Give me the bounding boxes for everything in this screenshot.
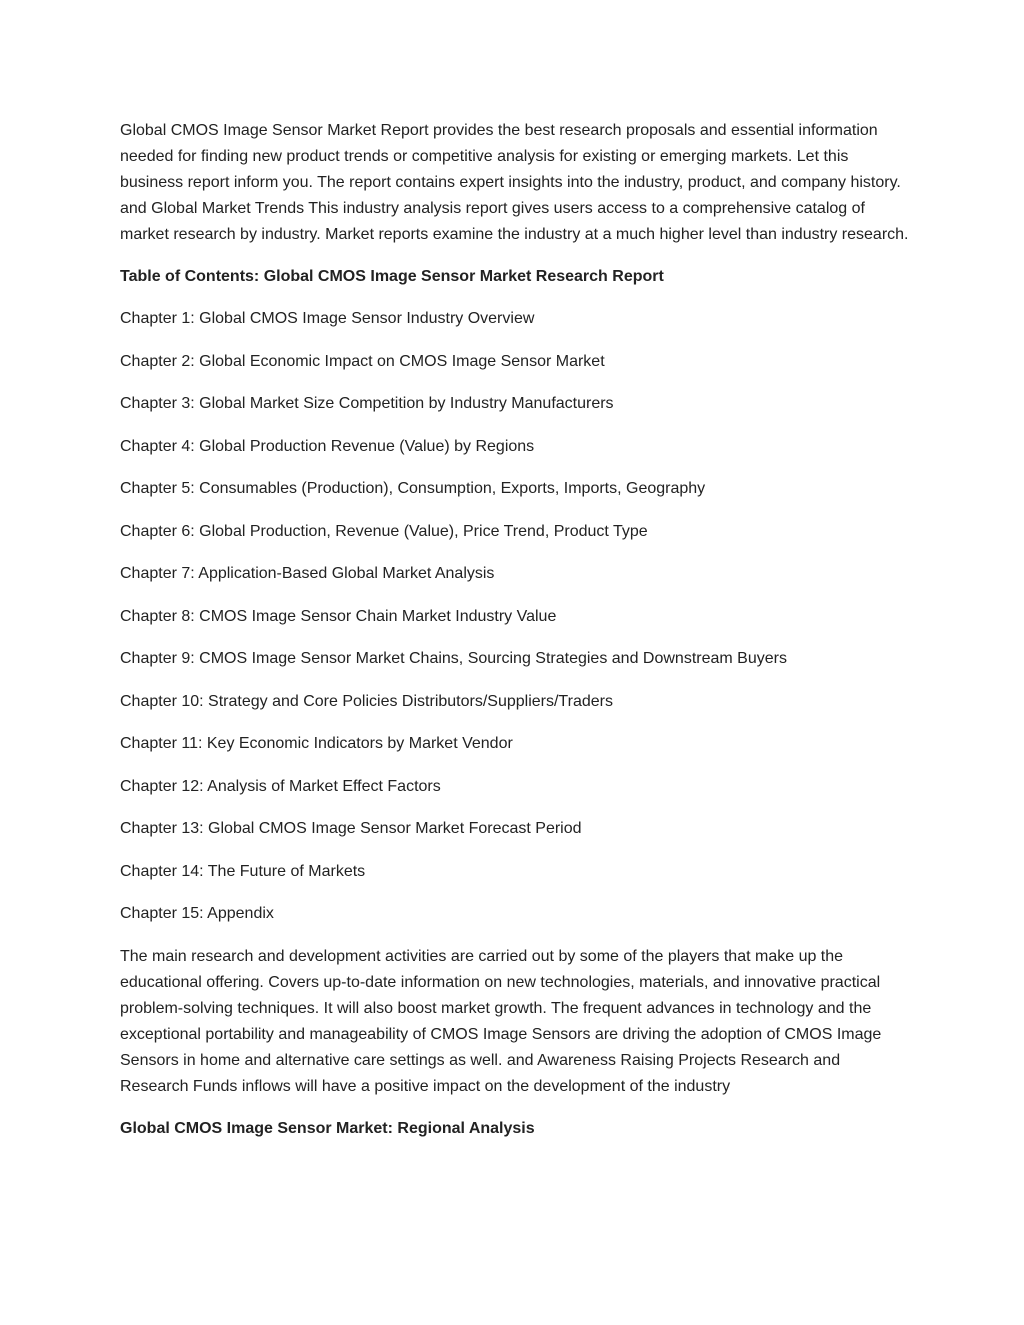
chapter-item: Chapter 2: Global Economic Impact on CMOS Image Sensor Market xyxy=(120,352,605,370)
chapter-item: Chapter 8: CMOS Image Sensor Chain Market Industry Value xyxy=(120,607,557,625)
chapter-item: Chapter 12: Analysis of Market Effect Factors xyxy=(120,777,441,795)
chapter-item: Chapter 6: Global Production, Revenue (Value), Price Trend, Product Type xyxy=(120,522,648,540)
chapter-item: Chapter 14: The Future of Markets xyxy=(120,862,366,880)
toc-heading: Table of Contents: Global CMOS Image Sensor Market Research Report xyxy=(120,268,664,285)
intro-paragraph: Global CMOS Image Sensor Market Report provides the best research proposals and essential information needed for finding new product trends or competitive analysis for existing or emerging markets. Let this business report inform you. The report contains expert insights into the industry, product, and company history. and Global Market Trends This industry analysis report gives users access to a comprehensive catalog of market research by industry. Market reports examine the industry at a much higher level than industry research. xyxy=(120,122,909,243)
chapter-item: Chapter 9: CMOS Image Sensor Market Chains, Sourcing Strategies and Downstream Buyers xyxy=(120,650,787,667)
chapter-item: Chapter 11: Key Economic Indicators by Market Vendor xyxy=(120,735,513,752)
regional-heading: Global CMOS Image Sensor Market: Regional Analysis xyxy=(120,1119,535,1137)
chapter-item: Chapter 4: Global Production Revenue (Value) by Regions xyxy=(120,437,535,455)
chapter-item: Chapter 10: Strategy and Core Policies Distributors/Suppliers/Traders xyxy=(120,692,613,710)
chapter-item: Chapter 3: Global Market Size Competition by Industry Manufacturers xyxy=(120,395,614,412)
chapter-item: Chapter 15: Appendix xyxy=(120,905,274,922)
chapter-item: Chapter 5: Consumables (Production), Consumption, Exports, Imports, Geography xyxy=(120,480,706,497)
chapter-item: Chapter 7: Application-Based Global Market Analysis xyxy=(120,565,495,582)
chapter-item: Chapter 1: Global CMOS Image Sensor Industry Overview xyxy=(120,310,535,327)
body-paragraph: The main research and development activities are carried out by some of the players that make up the educational offering. Covers up-to-date information on new technologies, materials, and innovative practical problem-solving techniques. It will also boost market growth. The frequent advances in technology and the exceptional portability and manageability of CMOS Image Sensors are driving the adoption of CMOS Image Sensors in home and alternative care settings as well. and Awareness Raising Projects Research and Research Funds inflows will have a positive impact on the development of the industry xyxy=(120,947,882,1095)
chapter-list xyxy=(120,306,910,927)
chapter-item: Chapter 13: Global CMOS Image Sensor Market Forecast Period xyxy=(120,820,582,837)
document-page xyxy=(120,118,910,1158)
